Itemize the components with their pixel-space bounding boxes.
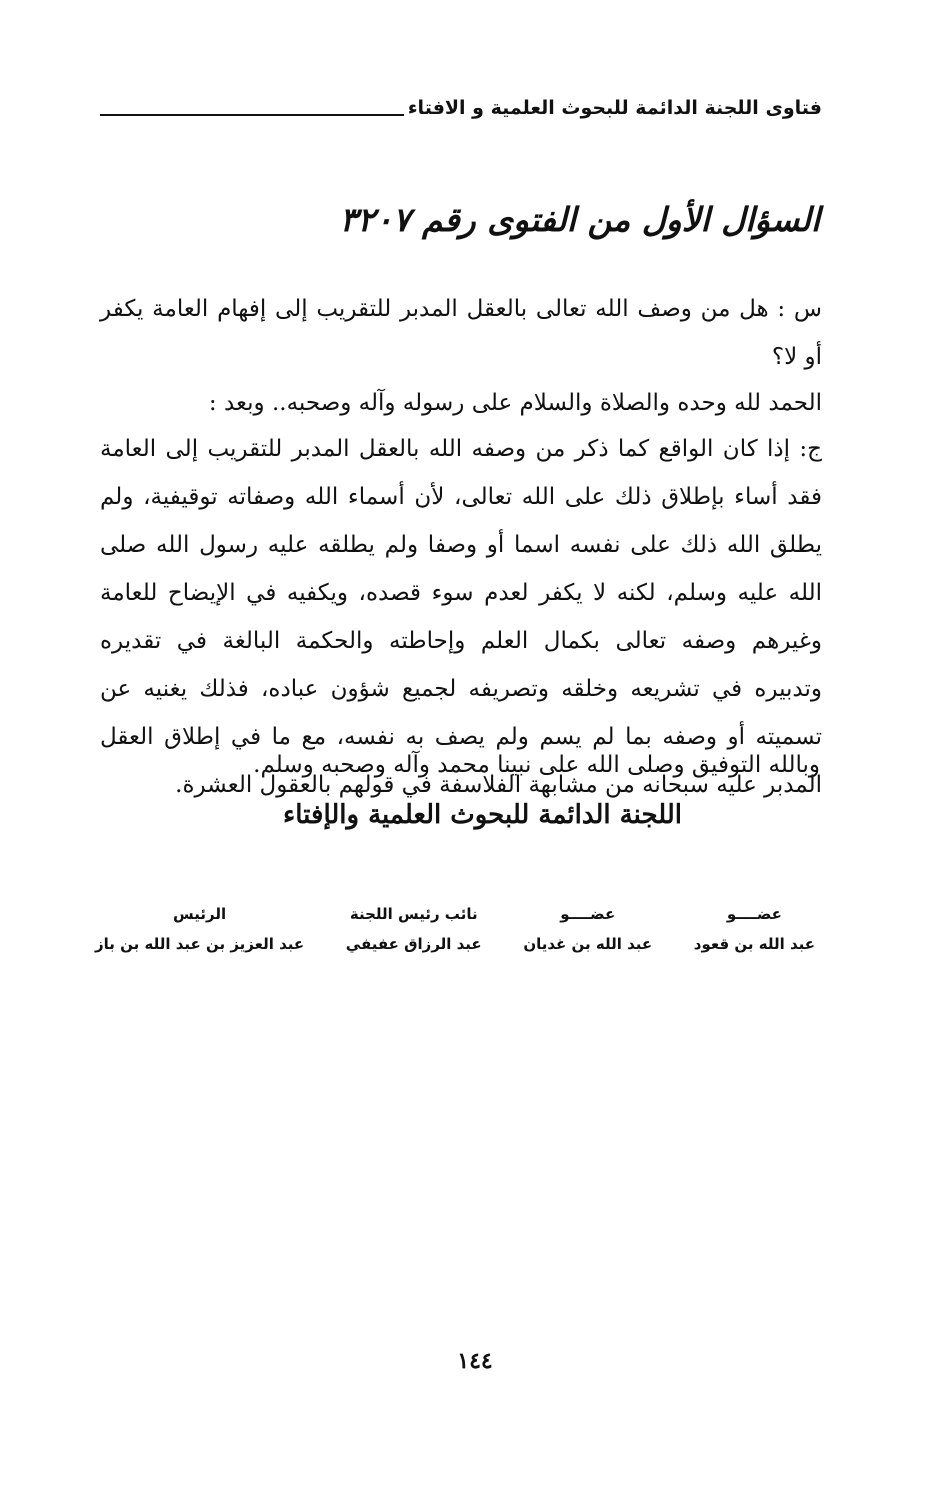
header-title: فتاوى اللجنة الدائمة للبحوث العلمية و الافتاء	[407, 97, 822, 119]
committee-name: اللجنة الدائمة للبحوث العلمية والإفتاء	[283, 800, 682, 830]
signature-name: عبد الله بن قعود	[693, 935, 815, 953]
signatures-row	[95, 905, 815, 953]
signature-role: عضــــو	[726, 905, 782, 923]
signature-role: الرئيس	[173, 905, 227, 923]
signature-role: نائب رئيس اللجنة	[349, 905, 478, 923]
signature-chairman	[95, 905, 304, 953]
page-number: ١٤٤	[457, 1348, 493, 1374]
signature-name: عبد الرزاق عفيفي	[345, 935, 482, 953]
running-header	[100, 88, 822, 124]
answer-text: ج: إذا كان الواقع كما ذكر من وصفه الله بالعقل المدبر للتقريب إلى العامة فقد أساء بإطلاق ذلك على الله تعالى، لأن أسماء الله وصفاته توقيفية، ولم يطلق الله ذلك على نفسه اسما أو وصفا ولم يطلقه عليه رسول الله صلى الله عليه وسلم، لكنه لا يكفر لعدم سوء قصده، ويكفيه في الإيضاح للعامة وغيرهم وصفه تعالى بكمال العلم وإحاطته والحكمة البالغة في تقديره وتدبيره في تشريعه وخلقه وتصريفه لجميع شؤون عباده، فذلك يغنيه عن تسميته أو وصفه بما لم يسم ولم يصف به نفسه، مع ما في إطلاق العقل المدبر عليه سبحانه من مشابهة الفلاسفة في قولهم بالعقول العشرة.	[100, 436, 822, 798]
header-rule	[100, 114, 404, 116]
signature-vice-chairman	[346, 905, 482, 953]
question-title: السؤال الأول من الفتوى رقم ٣٢٠٧	[339, 200, 820, 239]
praise-text: الحمد لله وحده والصلاة والسلام على رسوله وآله وصحبه.. وبعد :	[208, 390, 822, 416]
question-text: س : هل من وصف الله تعالى بالعقل المدبر للتقريب إلى إفهام العامة يكفر أو لا؟	[100, 296, 822, 370]
signature-member-2	[523, 905, 652, 953]
signature-role: عضــــو	[560, 905, 616, 923]
signature-name: عبد العزيز بن عبد الله بن باز	[95, 935, 305, 953]
closing-text: وبالله التوفيق وصلى الله على نبينا محمد وآله وصحبه وسلم.	[253, 752, 820, 778]
signature-name: عبد الله بن غديان	[523, 935, 653, 953]
signature-member-1	[694, 905, 815, 953]
